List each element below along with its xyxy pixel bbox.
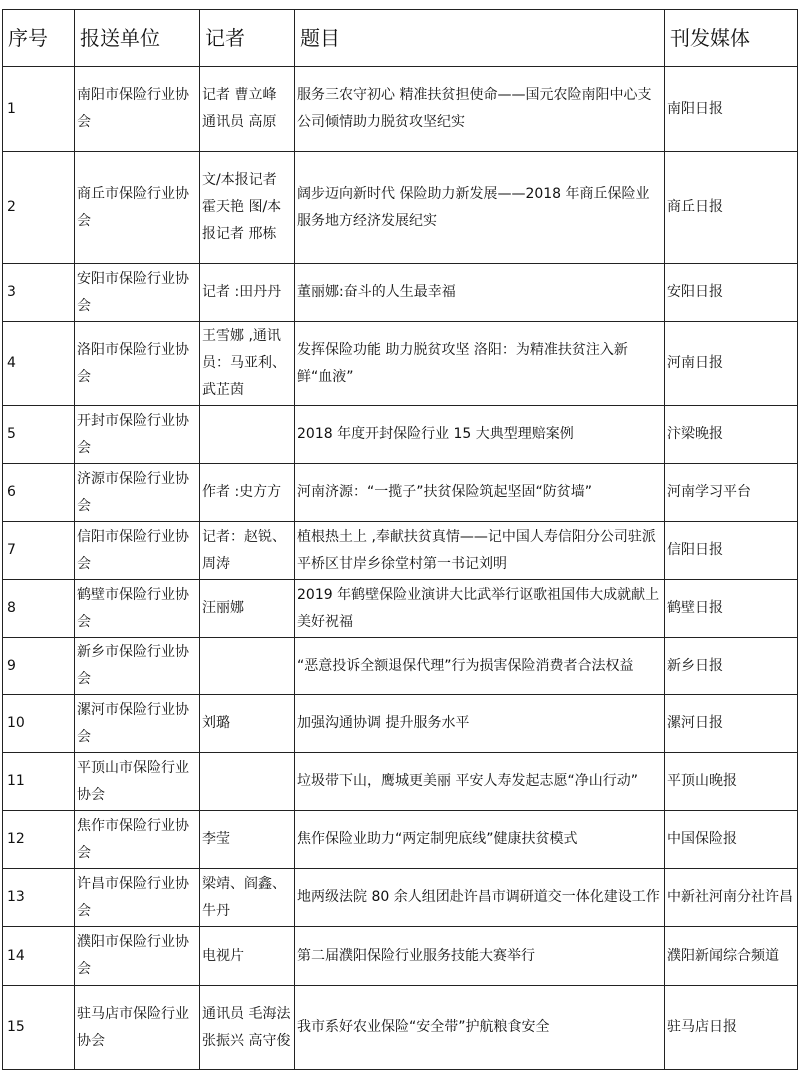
- cell-reporter: 记者 曹立峰 通讯员 高原: [200, 67, 295, 152]
- cell-no: 15: [3, 986, 75, 1070]
- cell-media: 平顶山晚报: [665, 753, 798, 811]
- table-row: [3, 264, 798, 322]
- cell-unit: 信阳市保险行业协会: [75, 522, 200, 580]
- cell-no: 5: [3, 406, 75, 464]
- cell-no: 3: [3, 264, 75, 322]
- cell-title: 阔步迈向新时代 保险助力新发展——2018 年商丘保险业服务地方经济发展纪实: [295, 152, 665, 264]
- header-no: 序号: [3, 10, 75, 67]
- table-row: [3, 695, 798, 753]
- cell-reporter: 梁靖、阎鑫、牛丹: [200, 869, 295, 927]
- cell-media: 漯河日报: [665, 695, 798, 753]
- table-row: [3, 322, 798, 406]
- cell-reporter: 文/本报记者 霍天艳 图/本报记者 邢栋: [200, 152, 295, 264]
- table-row: [3, 152, 798, 264]
- cell-title: 2018 年度开封保险行业 15 大典型理赔案例: [295, 406, 665, 464]
- cell-no: 8: [3, 580, 75, 638]
- cell-title: 河南济源：“一揽子”扶贫保险筑起坚固“防贫墙”: [295, 464, 665, 522]
- header-title: 题目: [295, 10, 665, 67]
- cell-no: 14: [3, 927, 75, 986]
- cell-reporter: 作者 :史方方: [200, 464, 295, 522]
- cell-reporter: 记者 :田丹丹: [200, 264, 295, 322]
- cell-no: 1: [3, 67, 75, 152]
- cell-unit: 焦作市保险行业协会: [75, 811, 200, 869]
- cell-unit: 商丘市保险行业协会: [75, 152, 200, 264]
- header-reporter: 记者: [200, 10, 295, 67]
- cell-unit: 洛阳市保险行业协会: [75, 322, 200, 406]
- table-row: [3, 67, 798, 152]
- cell-no: 6: [3, 464, 75, 522]
- cell-media: 河南日报: [665, 322, 798, 406]
- cell-unit: 驻马店市保险行业协会: [75, 986, 200, 1070]
- cell-no: 4: [3, 322, 75, 406]
- cell-media: 中新社河南分社许昌: [665, 869, 798, 927]
- table-row: [3, 986, 798, 1070]
- cell-title: 我市系好农业保险“安全带”护航粮食安全: [295, 986, 665, 1070]
- table-row: [3, 464, 798, 522]
- cell-title: 第二届濮阳保险行业服务技能大赛举行: [295, 927, 665, 986]
- cell-media: 新乡日报: [665, 638, 798, 695]
- cell-title: 地两级法院 80 余人组团赴许昌市调研道交一体化建设工作: [295, 869, 665, 927]
- cell-unit: 平顶山市保险行业协会: [75, 753, 200, 811]
- cell-unit: 开封市保险行业协会: [75, 406, 200, 464]
- table-row: [3, 811, 798, 869]
- header-media: 刊发媒体: [665, 10, 798, 67]
- cell-title: 2019 年鹤壁保险业演讲大比武举行讴歌祖国伟大成就献上美好祝福: [295, 580, 665, 638]
- cell-media: 驻马店日报: [665, 986, 798, 1070]
- cell-unit: 漯河市保险行业协会: [75, 695, 200, 753]
- cell-no: 10: [3, 695, 75, 753]
- cell-reporter: 王雪娜 ,通讯员：马亚利、武芷茵: [200, 322, 295, 406]
- cell-unit: 新乡市保险行业协会: [75, 638, 200, 695]
- cell-unit: 安阳市保险行业协会: [75, 264, 200, 322]
- cell-reporter: 刘璐: [200, 695, 295, 753]
- cell-no: 12: [3, 811, 75, 869]
- table-row: [3, 927, 798, 986]
- cell-title: 董丽娜:奋斗的人生最幸福: [295, 264, 665, 322]
- cell-no: 11: [3, 753, 75, 811]
- cell-title: 服务三农守初心 精准扶贫担使命——国元农险南阳中心支公司倾情助力脱贫攻坚纪实: [295, 67, 665, 152]
- cell-reporter: 通讯员 毛海法 张振兴 高守俊: [200, 986, 295, 1070]
- table-row: [3, 638, 798, 695]
- cell-media: 濮阳新闻综合频道: [665, 927, 798, 986]
- cell-title: “恶意投诉全额退保代理”行为损害保险消费者合法权益: [295, 638, 665, 695]
- cell-title: 垃圾带下山，鹰城更美丽 平安人寿发起志愿“净山行动”: [295, 753, 665, 811]
- cell-reporter: 记者：赵锐、周涛: [200, 522, 295, 580]
- header-unit: 报送单位: [75, 10, 200, 67]
- cell-unit: 许昌市保险行业协会: [75, 869, 200, 927]
- cell-title: 植根热土上 ,奉献扶贫真情——记中国人寿信阳分公司驻派平桥区甘岸乡徐堂村第一书记刘明: [295, 522, 665, 580]
- table-row: [3, 406, 798, 464]
- cell-unit: 濮阳市保险行业协会: [75, 927, 200, 986]
- cell-no: 2: [3, 152, 75, 264]
- table-row: [3, 522, 798, 580]
- cell-unit: 济源市保险行业协会: [75, 464, 200, 522]
- cell-no: 7: [3, 522, 75, 580]
- table-row: [3, 869, 798, 927]
- cell-title: 焦作保险业助力“两定制兜底线”健康扶贫模式: [295, 811, 665, 869]
- cell-reporter: [200, 638, 295, 695]
- cell-media: 信阳日报: [665, 522, 798, 580]
- cell-no: 9: [3, 638, 75, 695]
- table-row: [3, 753, 798, 811]
- cell-title: 发挥保险功能 助力脱贫攻坚 洛阳：为精准扶贫注入新鲜“血液”: [295, 322, 665, 406]
- table-header-row: [3, 10, 798, 67]
- cell-reporter: [200, 753, 295, 811]
- cell-reporter: 汪丽娜: [200, 580, 295, 638]
- cell-media: 河南学习平台: [665, 464, 798, 522]
- cell-media: 商丘日报: [665, 152, 798, 264]
- cell-media: 汴梁晚报: [665, 406, 798, 464]
- award-table: [2, 9, 798, 1070]
- cell-reporter: 电视片: [200, 927, 295, 986]
- cell-reporter: [200, 406, 295, 464]
- table-row: [3, 580, 798, 638]
- cell-media: 安阳日报: [665, 264, 798, 322]
- cell-unit: 鹤壁市保险行业协会: [75, 580, 200, 638]
- cell-unit: 南阳市保险行业协会: [75, 67, 200, 152]
- cell-media: 鹤壁日报: [665, 580, 798, 638]
- cell-media: 南阳日报: [665, 67, 798, 152]
- cell-no: 13: [3, 869, 75, 927]
- cell-media: 中国保险报: [665, 811, 798, 869]
- cell-reporter: 李莹: [200, 811, 295, 869]
- cell-title: 加强沟通协调 提升服务水平: [295, 695, 665, 753]
